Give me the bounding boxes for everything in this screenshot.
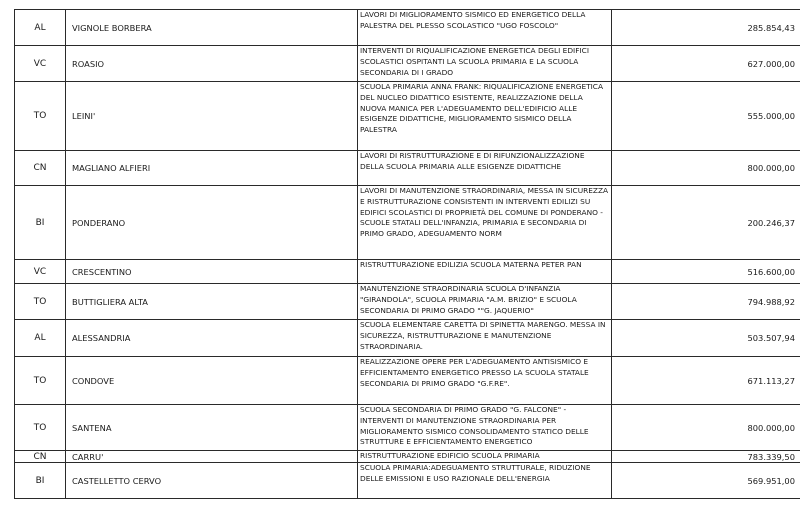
description-cell	[358, 10, 612, 46]
description-cell	[358, 463, 612, 499]
amount-cell: 800.000,00	[612, 405, 800, 451]
municipality-cell: LEINI'	[66, 82, 358, 151]
province-cell: TO	[15, 405, 66, 451]
amount-cell: 503.507,94	[612, 320, 800, 357]
description-text: LAVORI DI MIGLIORAMENTO SISMICO ED ENERGETICO DELLA PALESTRA DEL PLESSO SCOLASTICO "UGO FOSCOLO"	[360, 10, 586, 30]
municipality-cell: SANTENA	[66, 405, 358, 451]
amount-cell: 285.854,43	[612, 10, 800, 46]
description-cell	[358, 82, 612, 151]
province-cell: AL	[15, 10, 66, 46]
amount-cell: 516.600,00	[612, 260, 800, 284]
description-cell	[358, 46, 612, 82]
province-cell: VC	[15, 46, 66, 82]
province-cell: VC	[15, 260, 66, 284]
province-cell: TO	[15, 82, 66, 151]
municipality-cell: MAGLIANO ALFIERI	[66, 151, 358, 186]
table-row	[15, 357, 800, 405]
description-cell	[358, 186, 612, 260]
table-row	[15, 320, 800, 357]
amount-cell: 555.000,00	[612, 82, 800, 151]
description-text: SCUOLA PRIMARIA:ADEGUAMENTO STRUTTURALE, RIDUZIONE DELLE EMISSIONI E USO RAZIONALE DELL'ENERGIA	[360, 463, 591, 483]
table-row	[15, 186, 800, 260]
amount-cell: 800.000,00	[612, 151, 800, 186]
province-cell: TO	[15, 357, 66, 405]
description-text: LAVORI DI RISTRUTTURAZIONE E DI RIFUNZIONALIZZAZIONE DELLA SCUOLA PRIMARIA ALLE ESIGENZE DIDATTICHE	[360, 151, 585, 171]
municipality-cell: VIGNOLE BORBERA	[66, 10, 358, 46]
table-row	[15, 260, 800, 284]
province-cell: CN	[15, 451, 66, 463]
amount-cell: 794.988,92	[612, 284, 800, 320]
amount-cell: 783.339,50	[612, 451, 800, 463]
description-text: SCUOLA ELEMENTARE CARETTA DI SPINETTA MARENGO. MESSA IN SICUREZZA, RISTRUTTURAZIONE E MANUTENZIONE STRAORDINARIA.	[360, 320, 606, 351]
table-row	[15, 151, 800, 186]
description-text: REALIZZAZIONE OPERE PER L'ADEGUAMENTO ANTISISMICO E EFFICIENTAMENTO ENERGETICO PRESSO LA SCUOLA STATALE SECONDARIA DI PRIMO GRADO "G.F.RE".	[360, 357, 589, 388]
description-text: SCUOLA SECONDARIA DI PRIMO GRADO "G. FALCONE" - INTERVENTI DI MANUTENZIONE STRAORDINARIA PER MIGLIORAMENTO SISMICO CONSOLIDAMENTO STATICO DELLE STRUTTURE E EFFICIENTAMENTO ENERGETICO	[360, 405, 589, 447]
description-text: RISTRUTTURAZIONE EDIFICIO SCUOLA PRIMARIA	[360, 451, 540, 460]
description-text: SCUOLA PRIMARIA ANNA FRANK: RIQUALIFICAZIONE ENERGETICA DEL NUCLEO DIDATTICO ESISTENTE, REALIZZAZIONE DELLA NUOVA MANICA PER L'ADEGUAMENTO DELL'EDIFICIO ALLE ESIGENZE DIDATTICHE, MIGLIORAMENTO SISMICO DELLA PALESTRA	[360, 82, 604, 135]
table-row	[15, 451, 800, 463]
municipality-cell: CONDOVE	[66, 357, 358, 405]
province-cell: BI	[15, 463, 66, 499]
municipality-cell: BUTTIGLIERA ALTA	[66, 284, 358, 320]
municipality-cell: ALESSANDRIA	[66, 320, 358, 357]
description-text: LAVORI DI MANUTENZIONE STRAORDINARIA, MESSA IN SICUREZZA E RISTRUTTURAZIONE CONSISTENTI IN INTERVENTI EDILIZI SU EDIFICI SCOLASTICI DI PROPRIETÀ DEL COMUNE DI PONDERANO - SCUOLE STATALI DELL'INFANZIA, PRIMARIA E SECONDARIA DI PRIMO GRADO, ADEGUAMENTO NORM	[360, 186, 609, 239]
description-cell	[358, 357, 612, 405]
province-cell: BI	[15, 186, 66, 260]
amount-cell: 671.113,27	[612, 357, 800, 405]
table-row	[15, 82, 800, 151]
municipality-cell: CASTELLETTO CERVO	[66, 463, 358, 499]
projects-table	[14, 9, 800, 499]
municipality-cell: PONDERANO	[66, 186, 358, 260]
table-row	[15, 405, 800, 451]
table-row	[15, 10, 800, 46]
amount-cell: 627.000,00	[612, 46, 800, 82]
province-cell: AL	[15, 320, 66, 357]
province-cell: CN	[15, 151, 66, 186]
description-text: INTERVENTI DI RIQUALIFICAZIONE ENERGETICA DEGLI EDIFICI SCOLASTICI OSPITANTI LA SCUOLA PRIMARIA E LA SCUOLA SECONDARIA DI I GRADO	[360, 46, 589, 77]
table-row	[15, 463, 800, 499]
description-cell	[358, 260, 612, 284]
description-text: MANUTENZIONE STRAORDINARIA SCUOLA D'INFANZIA "GIRANDOLA", SCUOLA PRIMARIA "A.M. BRIZIO" E SCUOLA SECONDARIA DI PRIMO GRADO ""G. JAQUERIO"	[360, 284, 577, 315]
province-cell: TO	[15, 284, 66, 320]
amount-cell: 569.951,00	[612, 463, 800, 499]
table-row	[15, 284, 800, 320]
municipality-cell: ROASIO	[66, 46, 358, 82]
description-text: RISTRUTTURAZIONE EDILIZIA SCUOLA MATERNA PETER PAN	[360, 260, 582, 269]
municipality-cell: CRESCENTINO	[66, 260, 358, 284]
description-cell	[358, 151, 612, 186]
description-cell	[358, 320, 612, 357]
table-row	[15, 46, 800, 82]
description-cell	[358, 284, 612, 320]
description-cell	[358, 405, 612, 451]
amount-cell: 200.246,37	[612, 186, 800, 260]
municipality-cell: CARRU'	[66, 451, 358, 463]
description-cell	[358, 451, 612, 463]
